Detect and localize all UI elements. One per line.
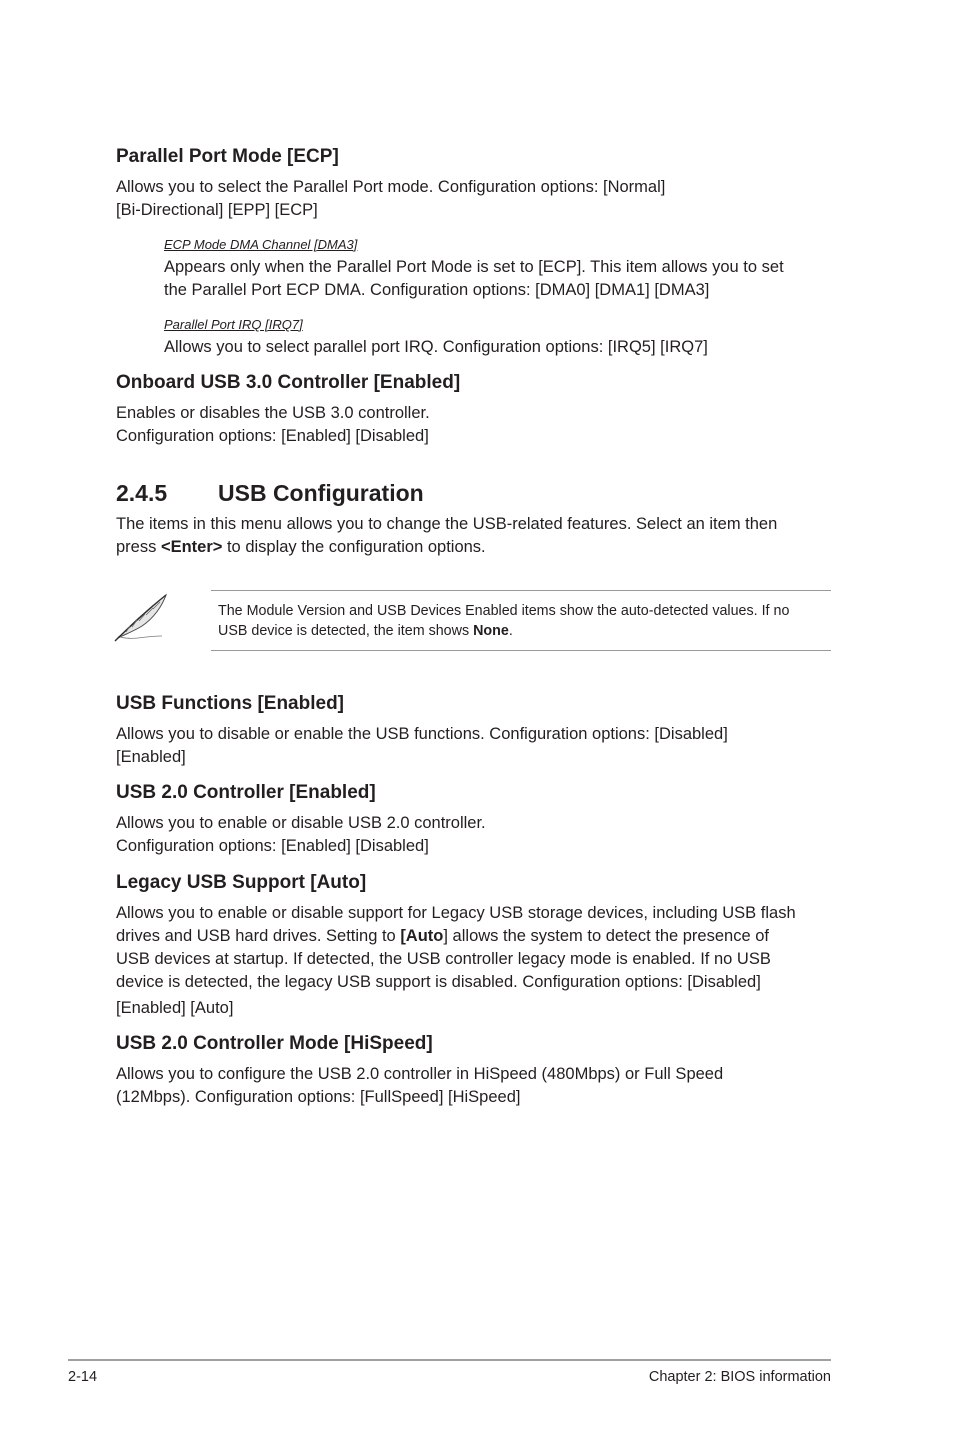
usb3-controller-text-1: Enables or disables the USB 3.0 controller. [116, 404, 430, 422]
note-bottom-rule [211, 650, 831, 651]
parallel-irq-subheading: Parallel Port IRQ [IRQ7] [164, 317, 303, 332]
usb2-mode-text-1: Allows you to configure the USB 2.0 controller in HiSpeed (480Mbps) or Full Speed [116, 1065, 724, 1083]
feather-quill-icon [112, 592, 170, 642]
legacy-usb-text-2: drives and USB hard drives. Setting to [Auto] allows the system to detect the presence of [116, 927, 769, 945]
usb2-controller-text-2: Configuration options: [Enabled] [Disabled] [116, 837, 429, 855]
enter-key-label: <Enter> [160, 538, 223, 556]
page-number: 2-14 [68, 1369, 98, 1385]
usb2-mode-heading: USB 2.0 Controller Mode [HiSpeed] [116, 1033, 433, 1054]
auto-label: [Auto [400, 927, 444, 945]
parallel-port-mode-text-2: [Bi-Directional] [EPP] [ECP] [116, 201, 318, 219]
parallel-port-mode-text-1: Allows you to select the Parallel Port mode. Configuration options: [Normal] [116, 178, 666, 196]
usb-config-text-1: The items in this menu allows you to change the USB-related features. Select an item then [116, 515, 778, 533]
parallel-irq-text-1: Allows you to select parallel port IRQ. Configuration options: [IRQ5] [IRQ7] [164, 338, 708, 356]
usb-functions-text-1: Allows you to disable or enable the USB functions. Configuration options: [Disabled] [116, 725, 728, 743]
section-title-text: USB Configuration [218, 480, 424, 506]
usb2-controller-text-1: Allows you to enable or disable USB 2.0 controller. [116, 814, 486, 832]
usb3-controller-text-2: Configuration options: [Enabled] [Disabled] [116, 427, 429, 445]
ecp-dma-text-1: Appears only when the Parallel Port Mode is set to [ECP]. This item allows you to set [164, 258, 784, 276]
legacy-usb-heading: Legacy USB Support [Auto] [116, 872, 367, 893]
note-text-1: The Module Version and USB Devices Enabled items show the auto-detected values. If no [218, 603, 790, 619]
section-title [116, 479, 424, 507]
ecp-dma-text-2: the Parallel Port ECP DMA. Configuration options: [DMA0] [DMA1] [DMA3] [164, 281, 710, 299]
usb-functions-text-2: [Enabled] [116, 748, 186, 766]
footer-rule [68, 1359, 831, 1361]
legacy-usb-text-3: USB devices at startup. If detected, the USB controller legacy mode is enabled. If no USB [116, 950, 771, 968]
ecp-dma-subheading: ECP Mode DMA Channel [DMA3] [164, 237, 358, 252]
usb3-controller-heading: Onboard USB 3.0 Controller [Enabled] [116, 372, 461, 393]
usb2-controller-heading: USB 2.0 Controller [Enabled] [116, 782, 376, 803]
chapter-title: Chapter 2: BIOS information [648, 1369, 831, 1385]
usb2-mode-text-2: (12Mbps). Configuration options: [FullSpeed] [HiSpeed] [116, 1088, 521, 1106]
note-text-2: USB device is detected, the item shows None. [218, 623, 513, 639]
legacy-usb-text-4: device is detected, the legacy USB support is disabled. Configuration options: [Disabled] [116, 973, 761, 991]
none-label: None [473, 623, 509, 639]
legacy-usb-text-5: [Enabled] [Auto] [116, 999, 234, 1017]
note-top-rule [211, 590, 831, 591]
legacy-usb-text-1: Allows you to enable or disable support for Legacy USB storage devices, including USB flash [116, 904, 796, 922]
parallel-port-mode-heading: Parallel Port Mode [ECP] [116, 146, 339, 167]
section-number: 2.4.5 [116, 480, 168, 506]
usb-config-text-2: press <Enter> to display the configuration options. [116, 538, 486, 556]
usb-functions-heading: USB Functions [Enabled] [116, 693, 344, 714]
